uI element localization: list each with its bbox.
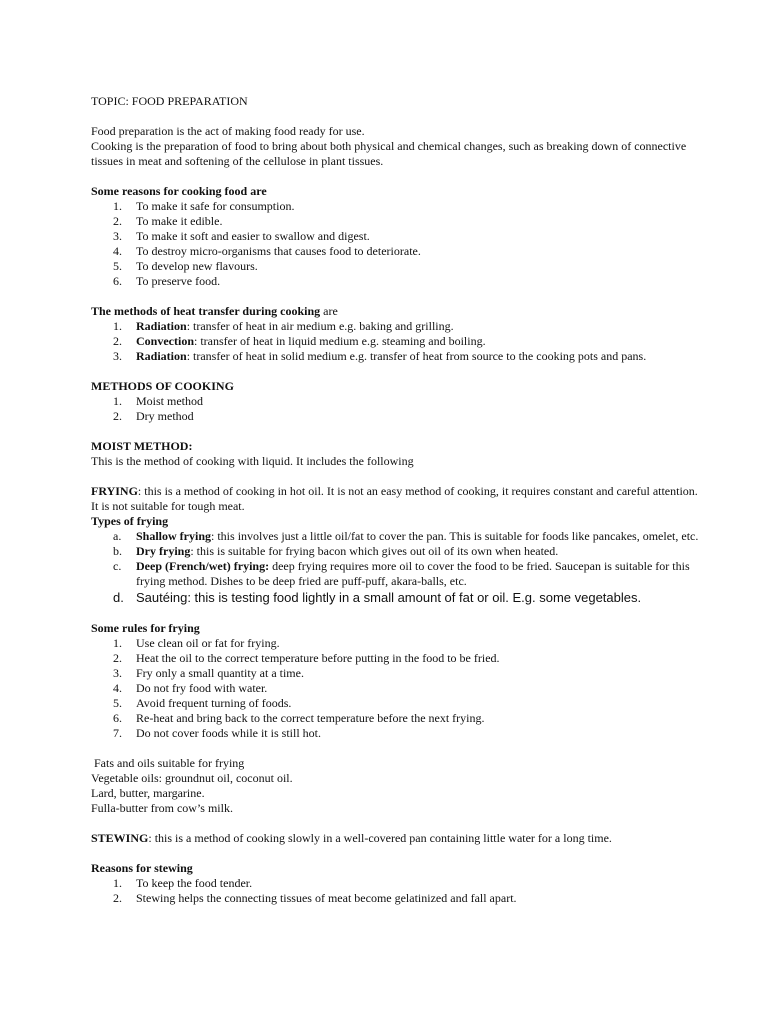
term: Radiation — [136, 349, 187, 363]
rules-heading-text: Some rules for frying — [91, 621, 200, 635]
rules-list — [91, 636, 708, 741]
stewing-reasons-list — [91, 876, 708, 906]
list-item: 5. To develop new flavours. — [113, 259, 258, 273]
frying-text: : this is a method of cooking in hot oil. It is not an easy method of cooking, it requires constant and careful attention. It is not suitable for tough meat. — [91, 484, 698, 513]
term: Convection — [136, 334, 194, 348]
list-item: 1. To make it safe for consumption. — [113, 199, 295, 213]
moist-text: This is the method of cooking with liquid. It includes the following — [91, 454, 414, 468]
definition: : this is suitable for frying bacon which gives out oil of its own when heated. — [190, 544, 559, 558]
frying-term: FRYING — [91, 484, 138, 498]
types-heading — [91, 514, 708, 529]
definition: : this involves just a little oil/fat to cover the pan. This is suitable for foods like pancakes, omelet, etc. — [211, 529, 699, 543]
reasons-heading-text: Some reasons for cooking food are — [91, 184, 267, 198]
list-item-text: To develop new flavours. — [136, 259, 258, 273]
list-item: 5. Avoid frequent turning of foods. — [113, 696, 292, 710]
stewing-reasons-heading — [91, 861, 708, 876]
list-item-text: To make it safe for consumption. — [136, 199, 295, 213]
reasons-heading — [91, 184, 708, 199]
stewing-reasons-heading-text: Reasons for stewing — [91, 861, 193, 875]
list-item: 3. Radiation: transfer of heat in solid medium e.g. transfer of heat from source to the cooking pots and pans. — [113, 349, 647, 363]
list-item-text: Re-heat and bring back to the correct temperature before the next frying. — [136, 711, 485, 725]
list-item: a. Shallow frying: this involves just a little oil/fat to cover the pan. This is suitable for foods like pancakes, omelet, etc. — [113, 529, 699, 543]
list-item: 4. To destroy micro-organisms that causes food to deteriorate. — [113, 244, 421, 258]
list-item: 1. To keep the food tender. — [113, 876, 253, 890]
list-item: 3. Fry only a small quantity at a time. — [113, 666, 304, 680]
term: Shallow frying — [136, 529, 212, 543]
frying-paragraph — [91, 484, 708, 514]
fats-line: Fulla-butter from cow’s milk. — [91, 801, 233, 815]
heat-transfer-heading-rest: are — [320, 304, 338, 318]
fats-line: Vegetable oils: groundnut oil, coconut oil. — [91, 771, 293, 785]
list-item: 2. Heat the oil to the correct temperature before putting in the food to be fried. — [113, 651, 500, 665]
list-item-text: Do not cover foods while it is still hot. — [136, 726, 321, 740]
rules-heading — [91, 621, 708, 636]
list-item-text: Sautéing: this is testing food lightly in a small amount of fat or oil. E.g. some vegetables. — [136, 590, 642, 605]
methods-list — [91, 394, 708, 424]
methods-heading-text: METHODS OF COOKING — [91, 379, 234, 393]
list-item: 1. Use clean oil or fat for frying. — [113, 636, 280, 650]
moist-heading-text: MOIST METHOD: — [91, 439, 193, 453]
list-item: 4. Do not fry food with water. — [113, 681, 268, 695]
fats-line: Lard, butter, margarine. — [91, 786, 205, 800]
types-heading-text: Types of frying — [91, 514, 169, 528]
term: Radiation — [136, 319, 187, 333]
stewing-paragraph — [91, 831, 708, 846]
list-item-text: Moist method — [136, 394, 204, 408]
list-item: 2. To make it edible. — [113, 214, 223, 228]
list-item: c. Deep (French/wet) frying: deep frying requires more oil to cover the food to be fried. Saucepan is suitable for this frying method. Dishes to be deep fried are puff-puff, akara-balls, etc. — [113, 559, 690, 588]
list-item: 2. Convection: transfer of heat in liquid medium e.g. steaming and boiling. — [113, 334, 486, 348]
list-item: 6. Re-heat and bring back to the correct temperature before the next frying. — [113, 711, 485, 725]
types-list — [91, 529, 708, 606]
stewing-text: : this is a method of cooking slowly in a well-covered pan containing little water for a long time. — [148, 831, 612, 845]
list-item: 2. Stewing helps the connecting tissues of meat become gelatinized and fall apart. — [113, 891, 517, 905]
page-title: TOPIC: FOOD PREPARATION — [91, 94, 248, 108]
term: Deep (French/wet) frying: — [136, 559, 270, 573]
reasons-list — [91, 199, 708, 289]
heat-transfer-list — [91, 319, 708, 364]
list-item: 7. Do not cover foods while it is still hot. — [113, 726, 321, 740]
fats-heading: Fats and oils suitable for frying — [91, 756, 245, 770]
moist-heading — [91, 439, 708, 454]
definition: deep frying requires more oil to cover the food to be fried. Saucepan is suitable for this frying method. Dishes to be deep fried are puff-puff, akara-balls, etc. — [136, 559, 690, 588]
list-item-text: Avoid frequent turning of foods. — [136, 696, 292, 710]
definition: : transfer of heat in solid medium e.g. transfer of heat from source to the cooking pots and pans. — [186, 349, 647, 363]
list-item: 6. To preserve food. — [113, 274, 221, 288]
list-item-text: To preserve food. — [136, 274, 221, 288]
definition: : transfer of heat in air medium e.g. baking and grilling. — [186, 319, 454, 333]
list-item: 2. Dry method — [113, 409, 194, 423]
stewing-term: STEWING — [91, 831, 149, 845]
list-item: d. Sautéing: this is testing food lightly in a small amount of fat or oil. E.g. some vegetables. — [113, 590, 642, 605]
list-item: 1. Radiation: transfer of heat in air medium e.g. baking and grilling. — [113, 319, 454, 333]
methods-heading — [91, 379, 708, 394]
list-item-text: Fry only a small quantity at a time. — [136, 666, 304, 680]
heat-transfer-heading-bold: The methods of heat transfer during cooking — [91, 304, 321, 318]
list-item-text: Heat the oil to the correct temperature before putting in the food to be fried. — [136, 651, 500, 665]
list-item-text: To keep the food tender. — [136, 876, 253, 890]
list-item: 1. Moist method — [113, 394, 204, 408]
list-item-text: To destroy micro-organisms that causes food to deteriorate. — [136, 244, 421, 258]
list-item-text: Dry method — [136, 409, 194, 423]
term: Dry frying — [136, 544, 191, 558]
intro-line-1: Food preparation is the act of making food ready for use. — [91, 124, 365, 138]
list-item: 3. To make it soft and easier to swallow and digest. — [113, 229, 370, 243]
intro-line-2: Cooking is the preparation of food to bring about both physical and chemical changes, such as breaking down of connective tissues in meat and softening of the cellulose in plant tissues. — [91, 139, 687, 168]
list-item-text: To make it edible. — [136, 214, 223, 228]
list-item-text: Do not fry food with water. — [136, 681, 268, 695]
definition: : transfer of heat in liquid medium e.g. steaming and boiling. — [194, 334, 486, 348]
heat-transfer-heading — [91, 304, 708, 319]
list-item: b. Dry frying: this is suitable for frying bacon which gives out oil of its own when heated. — [113, 544, 559, 558]
list-item-text: To make it soft and easier to swallow and digest. — [136, 229, 370, 243]
list-item-text: Stewing helps the connecting tissues of meat become gelatinized and fall apart. — [136, 891, 517, 905]
list-item-text: Use clean oil or fat for frying. — [136, 636, 280, 650]
